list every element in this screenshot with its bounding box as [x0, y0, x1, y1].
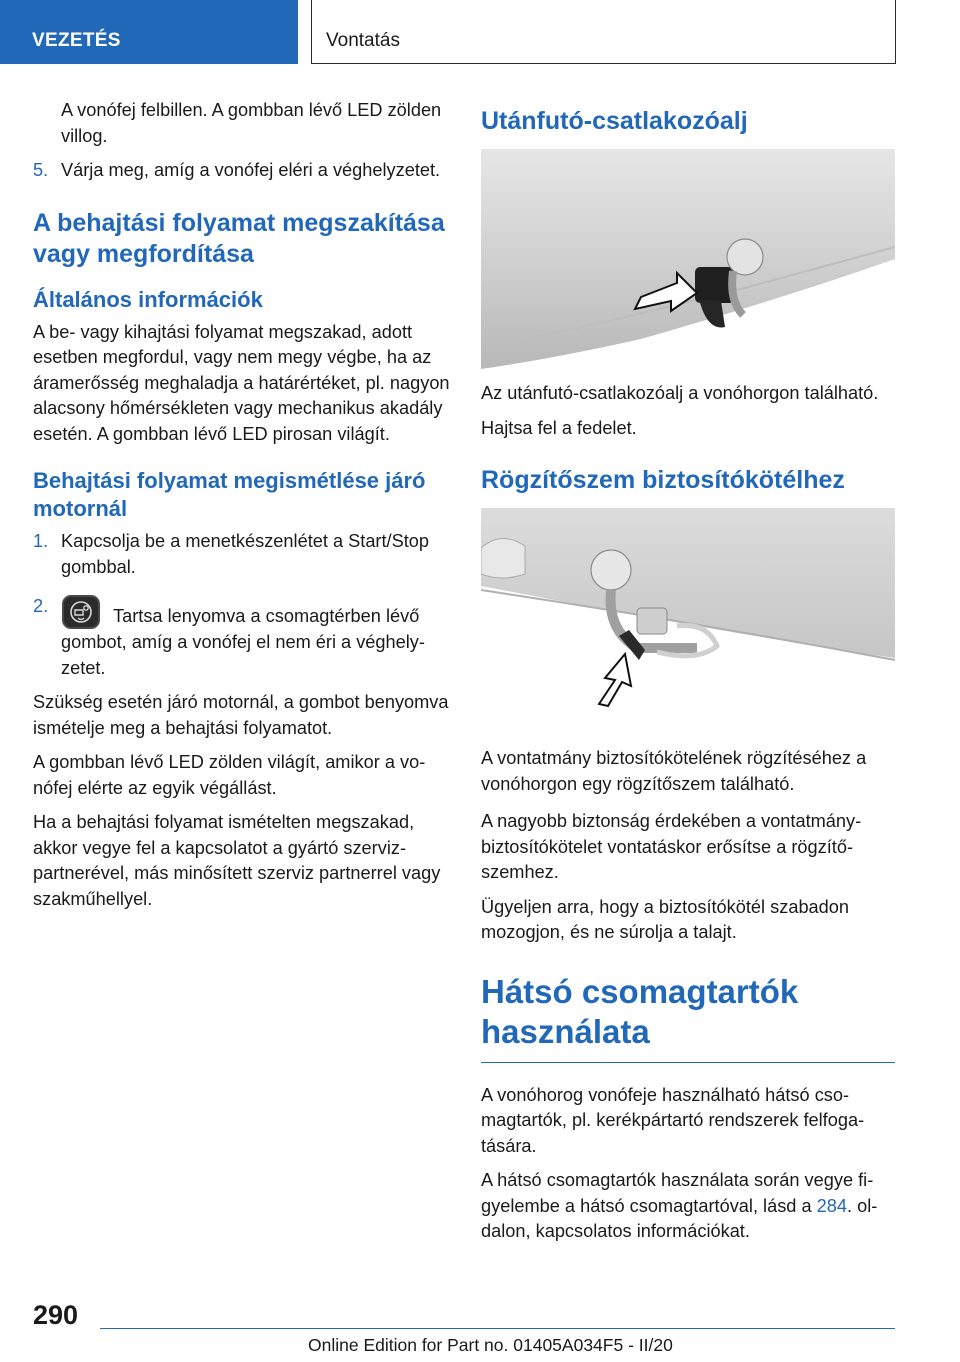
heading-rear-racks: Hátsó csomagtartók használata — [481, 972, 799, 1050]
step-number: 2. — [33, 596, 49, 616]
paragraph-racks-info: A hátsó csomagtartók használata során vegye figyelembe a hátsó csomagtartóval, lásd a 284. oldalon, kapcsolatos információkat. — [481, 1170, 878, 1241]
step-text: Tartsa lenyomva a csomagtérben lévő gombot, amíg a vonófej el nem éri a véghelyzetet. — [61, 606, 425, 678]
heading-lashing-eye: Rögzítőszem biztosítókötélhez — [481, 466, 845, 494]
lashing-eye-illustration — [481, 508, 895, 722]
paragraph-eye-free: Ügyeljen arra, hogy a biztosítókötél szabadon mozogjon, és ne súrolja a talajt. — [481, 896, 850, 942]
step-2 — [33, 594, 451, 681]
paragraph-open-cover: Hajtsa fel a fedelet. — [481, 417, 637, 438]
step-text: Várja meg, amíg a vonófej eléri a véghelyzetet. — [61, 160, 441, 180]
chapter-title: VEZETÉS — [32, 30, 121, 51]
heading-repeat: Behajtási folyamat megismétlése járó motornál — [33, 468, 426, 521]
paragraph-repeat: Szükség esetén járó motornál, a gombot benyomva ismételje meg a behajtási folyamatot. — [33, 692, 449, 738]
heading-trailer-socket: Utánfutó-csatlakozóalj — [481, 107, 748, 135]
step-number: 1. — [33, 531, 49, 551]
edition-info: Online Edition for Part no. 01405A034F5 - II/20 — [308, 1335, 673, 1355]
right-column — [481, 98, 895, 1254]
paragraph-general-info: A be- vagy kihajtási folyamat megszakad, adott esetben megfordul, vagy nem megy végbe, ha az áramerősség meghaladja a határértéket, pl. nagyon alacsony hőmérsékleten vagy mechanikus akadály esetén. A gombban lévő LED pirosan világít. — [33, 321, 450, 444]
section-title: Vontatás — [326, 30, 400, 51]
step-text: Kapcsolja be a menetkészenlétet a Start/Stop gombbal. — [61, 531, 430, 577]
footer-rule — [100, 1328, 895, 1329]
step-1 — [33, 529, 451, 580]
step-5 — [33, 158, 451, 184]
heading-rule — [481, 1062, 895, 1063]
paragraph-eye-attach: A nagyobb biztonság érdekében a vontatmánybiztosítókötelet vontatáskor erősítse a rögzítőszemhez. — [481, 811, 862, 882]
page-reference-link[interactable]: 284 — [816, 1195, 848, 1216]
section-header — [311, 0, 896, 64]
trunk-button-icon — [61, 594, 101, 630]
heading-interrupt: A behajtási folyamat megszakítása vagy megfordítása — [33, 208, 445, 268]
trailer-socket-illustration — [481, 149, 895, 371]
page-number: 290 — [33, 1300, 79, 1330]
heading-general-info: Általános információk — [33, 286, 263, 312]
paragraph-led-green: A gombban lévő LED zölden világít, amikor a vonófej elérte az egyik végállást. — [33, 752, 426, 798]
step-continuation: A vonófej felbillen. A gombban lévő LED zölden villog. — [61, 100, 442, 146]
step-number: 5. — [33, 160, 49, 180]
paragraph-socket-location: Az utánfutó-csatlakozóalj a vonóhorgon található. — [481, 383, 879, 403]
paragraph-racks-use: A vonóhorog vonófeje használható hátsó csomagtartók, pl. kerékpártartó rendszerek felfogatására. — [481, 1084, 865, 1156]
chapter-tab — [0, 0, 298, 64]
paragraph-contact-service: Ha a behajtási folyamat ismételten megszakad, akkor vegye fel a kapcsolatot a gyártó szervizpartnerével, más minősített szerviz partnerrel vagy szakműhellyel. — [33, 812, 441, 909]
paragraph-eye-location: A vontatmány biztosítókötelének rögzítéséhez a vonóhorgon egy rögzítőszem található. — [481, 748, 867, 794]
left-column — [33, 98, 451, 921]
